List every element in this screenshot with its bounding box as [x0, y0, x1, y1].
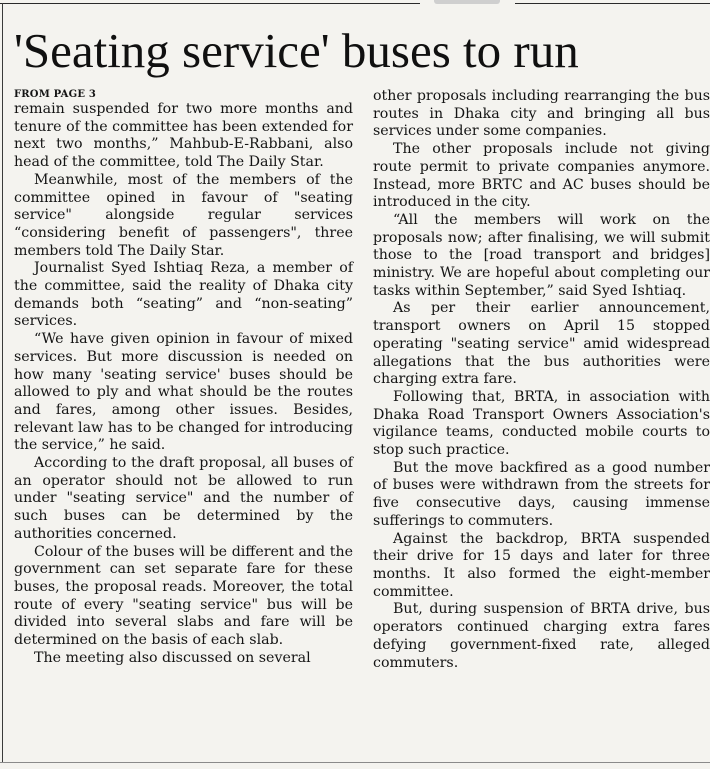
top-rule	[0, 3, 710, 4]
left-paragraph-5: According to the draft proposal, all buses of an operator should not be allowed to run under "seating service" and the number of such buses can be determined by the authorities concerned.	[14, 455, 353, 542]
right-paragraph-1: other proposals including rearranging the bus routes in Dhaka city and bringing all bus services under some companies.	[373, 88, 710, 140]
bottom-rule	[0, 762, 710, 763]
left-paragraph-4: “We have given opinion in favour of mixed services. But more discussion is needed on how many 'seating service' buses should be allowed to ply and what should be the routes and fares, among other issues. Besides, relevant law has to be changed for introducing the service,” he said.	[14, 331, 353, 454]
left-paragraph-1: remain suspended for two more months and tenure of the committee has been extended for next two months,” Mahbub-E-Rabbani, also head of the committee, told The Daily Star.	[14, 101, 353, 171]
right-paragraph-5: Following that, BRTA, in association with Dhaka Road Transport Owners Association's vigilance teams, conducted mobile courts to stop such practice.	[373, 388, 710, 459]
right-paragraph-6: But the move backfired as a good number of buses were withdrawn from the streets for five consecutive days, causing immense sufferings to commuters.	[373, 459, 710, 529]
headline: 'Seating service' buses to run	[14, 23, 579, 78]
right-paragraph-2: The other proposals include not giving route permit to private companies anymore. Instead, more BRTC and AC buses should be introduced in the city.	[373, 141, 710, 211]
right-paragraph-7: Against the backdrop, BRTA suspended their drive for 15 days and later for three months. It also formed the eight-member committee.	[373, 530, 710, 600]
right-paragraph-4: As per their earlier announcement, transport owners on April 15 stopped operating "seating service" amid widespread allegations that the bus authorities were charging extra fare.	[373, 300, 710, 388]
left-paragraph-2: Meanwhile, most of the members of the committee opined in favour of "seating service" alongside regular services “considering benefit of passengers", three members told The Daily Star.	[14, 171, 353, 259]
top-section-tab	[420, 0, 515, 6]
left-column	[14, 88, 353, 668]
right-paragraph-3: “All the members will work on the proposals now; after finalising, we will submit those to the [road transport and bridges] ministry. We are hopeful about completing our tasks within September,” said Syed Ishtiaq.	[373, 211, 710, 299]
left-paragraph-6: Colour of the buses will be different and the government can set separate fare for these buses, the proposal reads. Moreover, the total route of every "seating service" bus will be divided into several slabs and fare will be determined on the basis of each slab.	[14, 543, 353, 649]
right-paragraph-8: But, during suspension of BRTA drive, bus operators continued charging extra fares defying government-fixed rate, alleged commuters.	[373, 601, 710, 671]
left-paragraph-3: Journalist Syed Ishtiaq Reza, a member of the committee, said the reality of Dhaka city demands both “seating” and “non-seating” services.	[14, 260, 353, 330]
continuation-kicker: FROM PAGE 3	[14, 89, 97, 100]
left-paragraph-7: The meeting also discussed on several	[34, 649, 311, 666]
right-column	[373, 88, 710, 672]
left-border-rule	[2, 3, 3, 763]
